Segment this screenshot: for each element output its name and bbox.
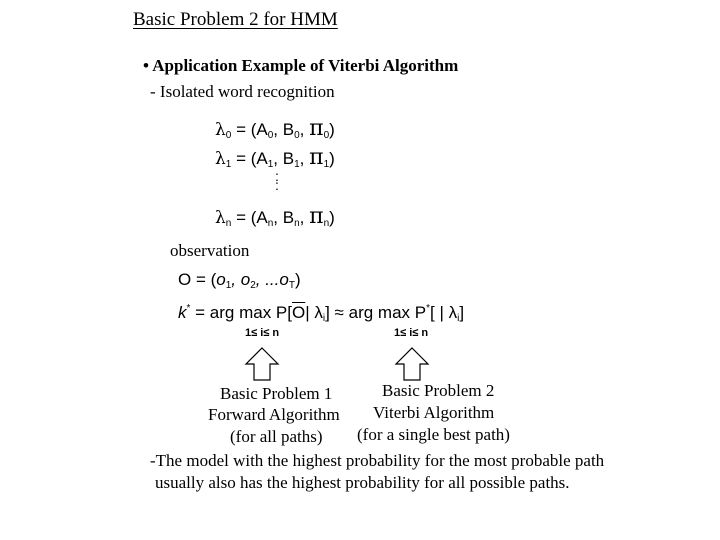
observation-label: observation xyxy=(170,241,250,260)
bullet-symbol: • xyxy=(143,56,149,75)
model-equation-0: $\lambda_0 = (A_0$, $B_0$, $\pi_0$) xyxy=(215,116,335,141)
conclusion-line2: usually also has the highest probability for all possible paths. xyxy=(155,473,570,492)
left-label-line3: (for all paths) xyxy=(230,427,323,446)
vertical-dots: : : xyxy=(275,168,279,193)
range-label-left: 1≤ i≤ n xyxy=(245,327,280,339)
model-equation-1: $\lambda_1 = (A_1$, $B_1$, $\pi_1$) xyxy=(215,145,335,170)
left-label-line1: Basic Problem 1 xyxy=(220,384,333,403)
model-equation-n: $\lambda_n = (A_n$, $B_n$, $\pi_n$) xyxy=(215,204,335,229)
page-title: Basic Problem 2 for HMM xyxy=(133,9,338,30)
up-arrow-icon-left xyxy=(244,346,280,382)
argmax-equation: k* = arg $\max P[\overline{O}|$ $\lambda_i$] ≈ arg max P*[ | $\lambda_i$] xyxy=(178,303,465,324)
right-label-line3: (for a single best path) xyxy=(357,425,510,444)
up-arrow-icon-right xyxy=(394,346,430,382)
conclusion-line1: -The model with the highest probability for the most probable path xyxy=(150,451,605,470)
right-label-line2: Viterbi Algorithm xyxy=(373,403,495,422)
sub-item: - Isolated word recognition xyxy=(150,82,335,101)
observation-equation: $O = (o_1$, $o_2$, $...o_T$) xyxy=(178,270,301,291)
left-label-line2: Forward Algorithm xyxy=(208,405,340,424)
bullet-item xyxy=(143,56,458,76)
right-label-line1: Basic Problem 2 xyxy=(382,381,495,400)
bullet-text: Application Example of Viterbi Algorithm xyxy=(152,56,459,75)
range-label-right: 1≤ i≤ n xyxy=(394,327,429,339)
